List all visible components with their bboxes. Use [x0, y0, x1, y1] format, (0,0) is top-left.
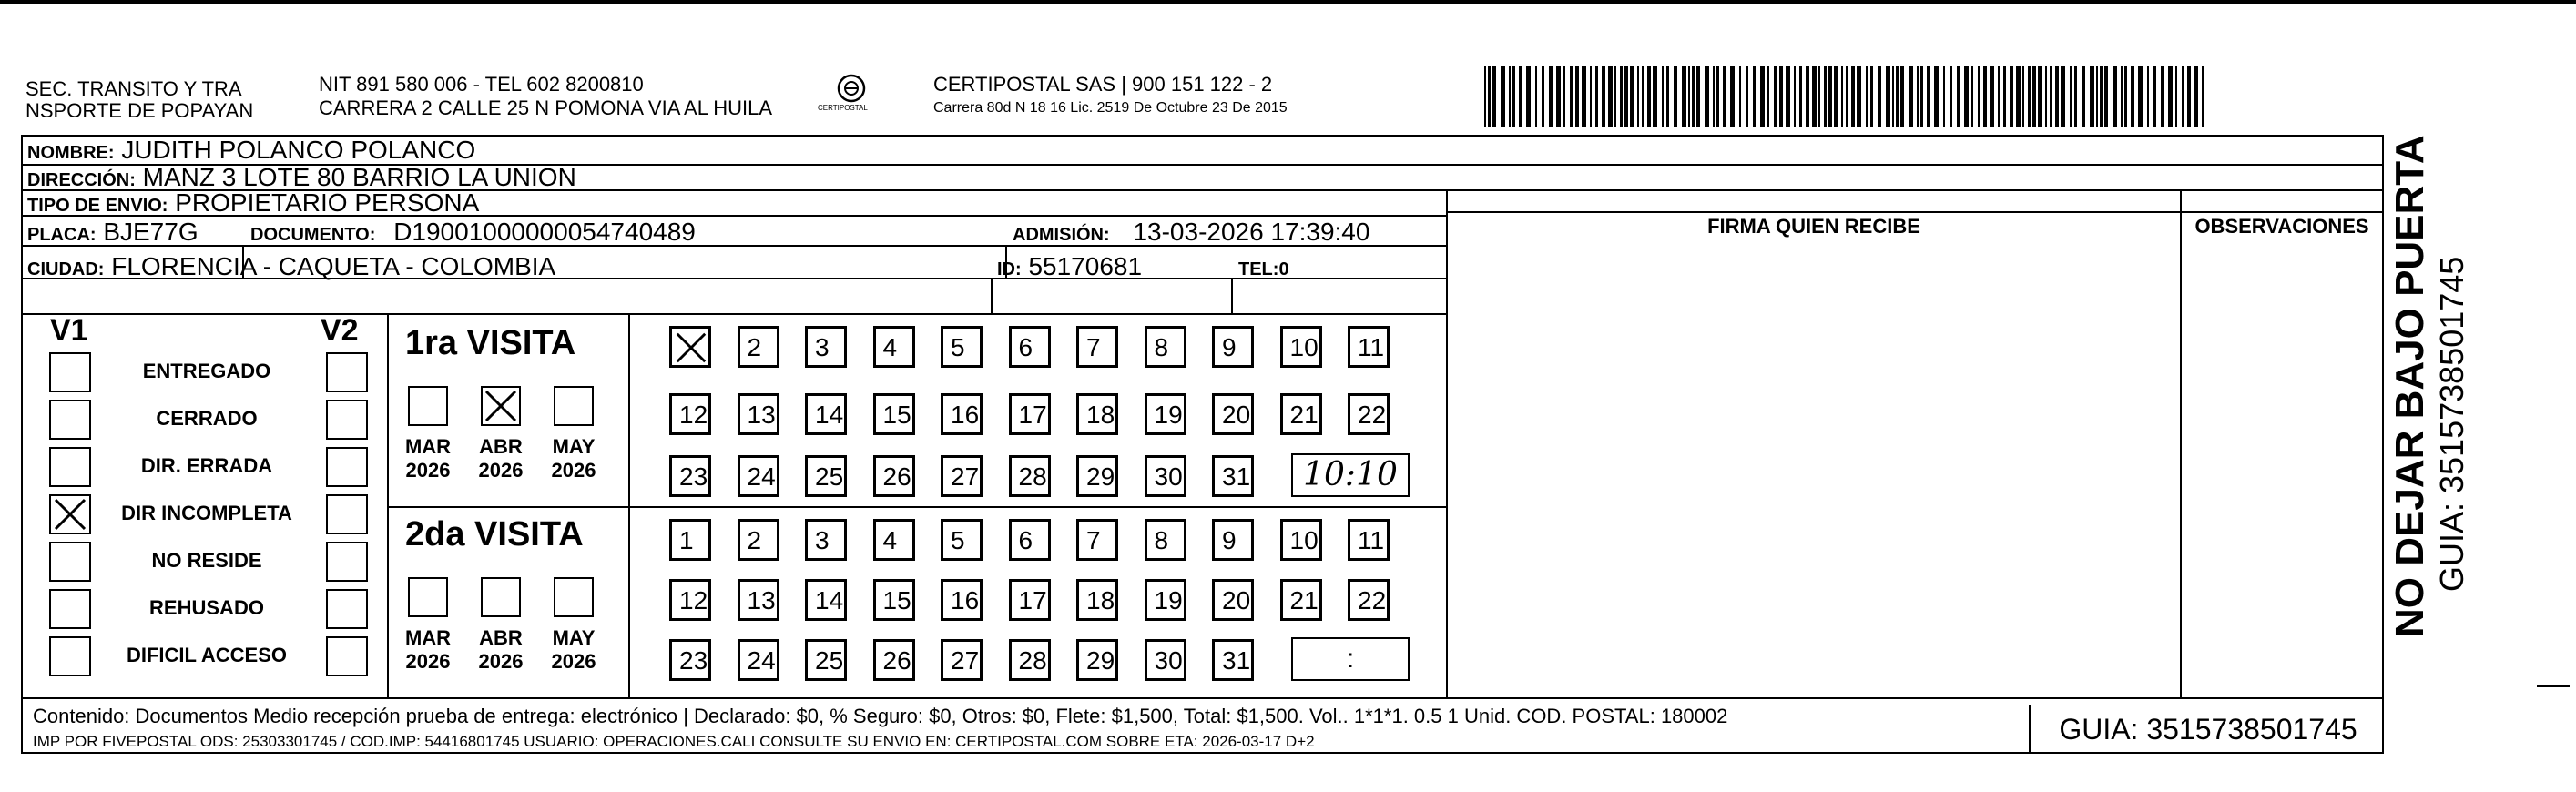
day-box[interactable]: 17	[1009, 393, 1051, 435]
day-box[interactable]: 26	[873, 639, 915, 681]
day-box[interactable]: 27	[941, 455, 983, 497]
day-box[interactable]: 9	[1212, 326, 1254, 368]
tipo-value: PROPIETARIO PERSONA	[175, 188, 480, 217]
company-line-1: CERTIPOSTAL SAS | 900 151 122 - 2	[933, 73, 1273, 96]
id-cell	[997, 253, 1142, 283]
tel-value: 0	[1278, 259, 1289, 279]
documento-value: D19001000000054740489	[393, 218, 696, 246]
status-label: REHUSADO	[149, 596, 264, 619]
direccion-label: DIRECCIÓN:	[27, 170, 136, 190]
day-box[interactable]: 3	[805, 519, 847, 561]
day-box[interactable]: 23	[669, 455, 711, 497]
month-checkbox[interactable]	[481, 386, 521, 426]
company-block	[933, 73, 1288, 120]
v2-checkbox[interactable]	[326, 447, 368, 487]
status-label: NO RESIDE	[151, 549, 262, 572]
observations-area[interactable]	[2182, 244, 2382, 697]
documento-cell	[250, 218, 696, 249]
second-visit-time[interactable]: :	[1291, 637, 1410, 681]
month-label: ABR 2026	[478, 626, 524, 673]
v2-checkbox[interactable]	[326, 400, 368, 440]
day-box[interactable]: 13	[738, 393, 779, 435]
id-value: 55170681	[1028, 252, 1143, 280]
day-box[interactable]: 12	[669, 393, 711, 435]
nombre-value: JUDITH POLANCO POLANCO	[121, 136, 476, 164]
nit-line-2: CARRERA 2 CALLE 25 N POMONA VIA AL HUILA	[319, 96, 773, 119]
month-label: MAY 2026	[551, 626, 596, 673]
day-box[interactable]: 11	[1348, 326, 1390, 368]
month-label: MAR 2026	[404, 435, 452, 482]
day-box[interactable]: 30	[1145, 639, 1186, 681]
ciudad-label: CIUDAD:	[27, 259, 105, 279]
second-visit-label: 2da VISITA	[405, 515, 584, 553]
day-box[interactable]: 21	[1280, 579, 1322, 621]
v2-checkbox[interactable]	[326, 636, 368, 676]
check-mark-icon	[483, 388, 519, 424]
day-box[interactable]: 28	[1009, 639, 1051, 681]
top-border	[0, 0, 2576, 4]
day-box[interactable]: 4	[873, 326, 915, 368]
day-box[interactable]: 4	[873, 519, 915, 561]
day-box[interactable]: 14	[805, 393, 847, 435]
month-checkbox[interactable]	[408, 577, 448, 617]
day-box[interactable]: 27	[941, 639, 983, 681]
row-divider	[21, 313, 1446, 315]
day-box[interactable]: 22	[1348, 579, 1390, 621]
footer-contents: Contenido: Documentos Medio recepción prueba de entrega: electrónico | Declarado: $0, % Seguro: $0, Otros: $0, Flete: $1,500, Total: $1,500. Vol.. 1*1*1. 0.5 1 Unid. COD. POSTAL: 180002	[33, 705, 1728, 727]
day-box[interactable]: 24	[738, 639, 779, 681]
status-label: DIFICIL ACCESO	[126, 644, 287, 666]
side-text	[2388, 135, 2471, 637]
day-box[interactable]: 16	[941, 393, 983, 435]
day-box[interactable]: 7	[1076, 326, 1118, 368]
day-box[interactable]: 5	[941, 519, 983, 561]
footer-divider	[21, 697, 2384, 699]
day-box[interactable]: 14	[805, 579, 847, 621]
day-box[interactable]: 25	[805, 639, 847, 681]
day-box[interactable]: 2	[738, 326, 779, 368]
placa-value: BJE77G	[103, 218, 199, 246]
status-divider	[387, 313, 389, 697]
day-box[interactable]: 13	[738, 579, 779, 621]
footer-imp-info: IMP POR FIVEPOSTAL ODS: 25303301745 / COD.IMP: 54416801745 USUARIO: OPERACIONES.CALI CONSULTE SU ENVIO EN: CERTIPOSTAL.COM SOBRE ETA: 2026-03-17 D+2	[33, 733, 1315, 750]
day-box[interactable]: 6	[1009, 326, 1051, 368]
admision-label: ADMISIÓN:	[1013, 225, 1110, 245]
month-label: MAR 2026	[404, 626, 452, 673]
day-box[interactable]: 18	[1076, 579, 1118, 621]
status-label: CERRADO	[156, 407, 258, 430]
status-label: DIR INCOMPLETA	[121, 502, 292, 524]
v1-header: V1	[50, 313, 88, 348]
day-box[interactable]: 15	[873, 579, 915, 621]
day-box[interactable]: 10	[1280, 519, 1322, 561]
side-guia: GUIA: 3515738501745	[2433, 256, 2470, 592]
ciudad-cell	[27, 253, 555, 283]
day-box[interactable]: 3	[805, 326, 847, 368]
v1-checkbox[interactable]	[49, 589, 91, 629]
status-label: DIR. ERRADA	[140, 454, 273, 477]
day-box[interactable]: 10	[1280, 326, 1322, 368]
documento-label: DOCUMENTO:	[250, 225, 376, 245]
observaciones-label: OBSERVACIONES	[2194, 215, 2369, 238]
tel-label: TEL:	[1238, 259, 1279, 279]
v2-checkbox[interactable]	[326, 494, 368, 534]
placa-cell	[27, 218, 199, 249]
sender-line-2: NSPORTE DE POPAYAN	[25, 99, 254, 122]
month-checkbox[interactable]	[481, 577, 521, 617]
sender-line-1: SEC. TRANSITO Y TRA	[25, 77, 242, 100]
ciudad-value: FLORENCIA - CAQUETA - COLOMBIA	[111, 252, 556, 280]
day-box[interactable]: 28	[1009, 455, 1051, 497]
day-box[interactable]: 29	[1076, 455, 1118, 497]
first-visit-time[interactable]: 10:10	[1291, 453, 1410, 497]
visit-divider	[628, 313, 630, 697]
certipostal-logo-icon	[836, 73, 867, 104]
nombre-label: NOMBRE:	[27, 143, 115, 163]
check-mark-icon	[674, 330, 708, 365]
month-checkbox[interactable]	[408, 386, 448, 426]
logo-wordmark: CERTIPOSTAL	[818, 104, 868, 112]
day-box[interactable]: 7	[1076, 519, 1118, 561]
cell-divider	[1231, 278, 1233, 313]
visit-row-divider	[387, 506, 1446, 508]
first-visit-label: 1ra VISITA	[405, 324, 576, 362]
day-box[interactable]: 19	[1145, 393, 1186, 435]
tipo-row	[27, 189, 479, 219]
day-box[interactable]: 31	[1212, 639, 1254, 681]
v2-header: V2	[321, 313, 359, 348]
day-box[interactable]: 11	[1348, 519, 1390, 561]
v2-checkbox[interactable]	[326, 352, 368, 392]
day-box[interactable]	[669, 326, 711, 368]
day-box[interactable]: 22	[1348, 393, 1390, 435]
admision-cell	[1013, 218, 1369, 249]
month-checkbox[interactable]	[554, 577, 594, 617]
v1-checkbox[interactable]	[49, 400, 91, 440]
cell-divider	[991, 278, 993, 313]
tipo-label: TIPO DE ENVIO:	[27, 196, 168, 216]
v1-checkbox[interactable]	[49, 542, 91, 582]
month-label: ABR 2026	[478, 435, 524, 482]
day-box[interactable]: 5	[941, 326, 983, 368]
month-checkbox[interactable]	[554, 386, 594, 426]
sender-block	[25, 78, 253, 122]
firma-label: FIRMA QUIEN RECIBE	[1707, 215, 1920, 238]
nit-block	[319, 73, 772, 120]
v2-checkbox[interactable]	[326, 542, 368, 582]
tel-cell	[1238, 253, 1289, 283]
nit-line-1: NIT 891 580 006 - TEL 602 8200810	[319, 73, 644, 96]
day-box[interactable]: 16	[941, 579, 983, 621]
day-box[interactable]: 20	[1212, 579, 1254, 621]
day-box[interactable]: 12	[669, 579, 711, 621]
day-box[interactable]: 15	[873, 393, 915, 435]
day-box[interactable]: 17	[1009, 579, 1051, 621]
direccion-value: MANZ 3 LOTE 80 BARRIO LA UNION	[142, 163, 576, 191]
placa-label: PLACA:	[27, 225, 97, 245]
month-label: MAY 2026	[551, 435, 596, 482]
v2-checkbox[interactable]	[326, 589, 368, 629]
col-divider	[2382, 135, 2384, 699]
no-dejar-warning: NO DEJAR BAJO PUERTA	[2388, 135, 2432, 637]
barcode	[1484, 66, 2204, 127]
day-box[interactable]: 24	[738, 455, 779, 497]
signature-area[interactable]	[1448, 244, 2180, 697]
day-box[interactable]: 2	[738, 519, 779, 561]
day-box[interactable]: 23	[669, 639, 711, 681]
v1-checkbox[interactable]	[49, 636, 91, 676]
day-box[interactable]: 30	[1145, 455, 1186, 497]
id-label: ID:	[997, 259, 1022, 279]
day-box[interactable]: 1	[669, 519, 711, 561]
company-line-2: Carrera 80d N 18 16 Lic. 2519 De Octubre 23 De 2015	[933, 100, 1288, 116]
footer-guia: GUIA: 3515738501745	[2029, 705, 2386, 754]
v1-checkbox[interactable]	[49, 447, 91, 487]
v1-checkbox[interactable]	[49, 494, 91, 534]
day-box[interactable]: 20	[1212, 393, 1254, 435]
check-mark-icon	[51, 496, 89, 533]
day-box[interactable]: 21	[1280, 393, 1322, 435]
day-box[interactable]: 18	[1076, 393, 1118, 435]
day-box[interactable]: 9	[1212, 519, 1254, 561]
admision-value: 13-03-2026 17:39:40	[1133, 218, 1370, 246]
day-box[interactable]: 29	[1076, 639, 1118, 681]
day-box[interactable]: 26	[873, 455, 915, 497]
day-box[interactable]: 6	[1009, 519, 1051, 561]
day-box[interactable]: 19	[1145, 579, 1186, 621]
day-box[interactable]: 31	[1212, 455, 1254, 497]
edge-mark	[2537, 685, 2570, 687]
day-box[interactable]: 8	[1145, 519, 1186, 561]
status-label: ENTREGADO	[142, 360, 271, 382]
day-box[interactable]: 8	[1145, 326, 1186, 368]
day-box[interactable]: 25	[805, 455, 847, 497]
v1-checkbox[interactable]	[49, 352, 91, 392]
row-divider	[1446, 211, 2384, 213]
